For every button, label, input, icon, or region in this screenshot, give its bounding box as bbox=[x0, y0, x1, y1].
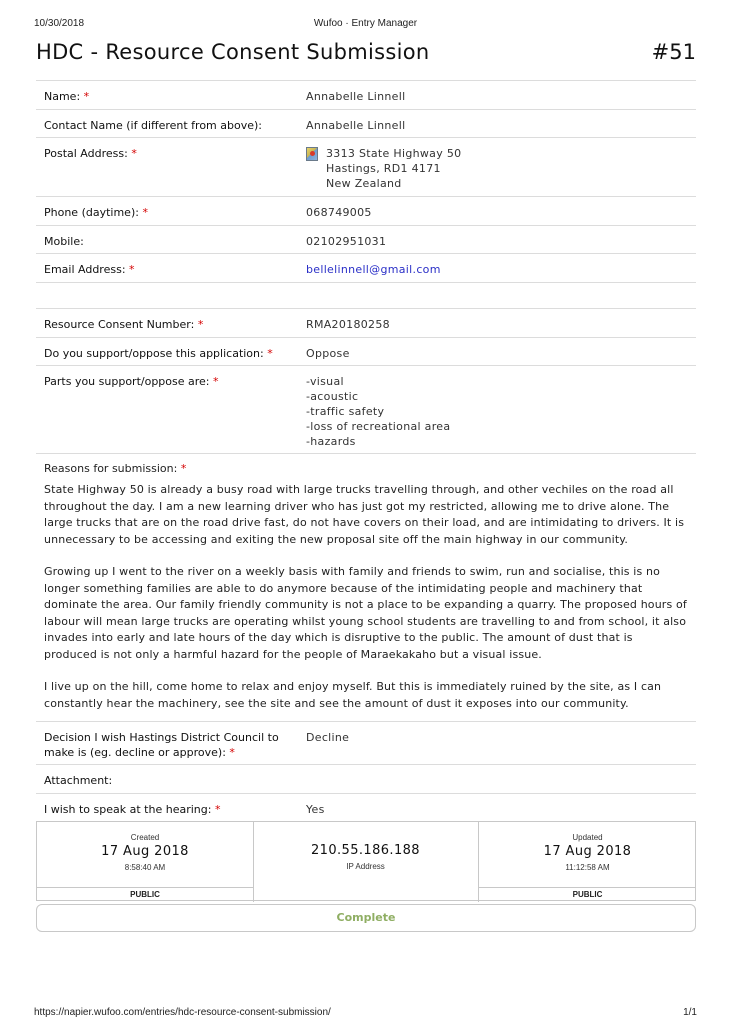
field-label: Name: * bbox=[36, 81, 300, 110]
field-value-consent-number: RMA20180258 bbox=[300, 309, 696, 338]
print-title: Wufoo · Entry Manager bbox=[313, 18, 418, 29]
list-item: -traffic safety bbox=[306, 405, 385, 418]
field-row-email bbox=[36, 254, 696, 283]
field-value-parts bbox=[300, 366, 696, 454]
required-marker: * bbox=[142, 206, 148, 219]
created-time: 8:58:40 AM bbox=[124, 863, 166, 872]
print-url: https://napier.wufoo.com/entries/hdc-resource-consent-submission/ bbox=[34, 1007, 331, 1018]
print-footer bbox=[0, 1007, 731, 1021]
entry-meta bbox=[36, 821, 696, 901]
field-label: Resource Consent Number: * bbox=[36, 309, 300, 338]
required-marker: * bbox=[129, 263, 135, 276]
page-number: 1/1 bbox=[683, 1007, 697, 1018]
field-value-attachment bbox=[300, 765, 696, 794]
page-title: HDC - Resource Consent Submission bbox=[36, 40, 430, 64]
field-row-name bbox=[36, 81, 696, 110]
field-label: Postal Address: * bbox=[36, 138, 300, 197]
list-item: -acoustic bbox=[306, 390, 359, 403]
required-marker: * bbox=[214, 803, 221, 816]
required-marker: * bbox=[229, 746, 235, 759]
field-label: I wish to speak at the hearing: * bbox=[36, 794, 300, 822]
required-marker: * bbox=[213, 375, 219, 388]
required-marker: * bbox=[180, 462, 187, 475]
ip-label: IP Address bbox=[346, 862, 385, 871]
created-info bbox=[37, 822, 254, 902]
field-row-decision bbox=[36, 722, 696, 765]
field-row-contact-name bbox=[36, 110, 696, 138]
field-row-reasons bbox=[36, 454, 696, 722]
email-link[interactable]: bellelinnell@gmail.com bbox=[306, 263, 441, 276]
address-line2: Hastings, RD1 4171 bbox=[326, 162, 441, 175]
field-label: Mobile: bbox=[36, 226, 300, 254]
map-icon[interactable] bbox=[306, 147, 318, 161]
field-value-contact-name: Annabelle Linnell bbox=[300, 110, 696, 138]
field-label: Parts you support/oppose are: * bbox=[36, 366, 300, 454]
field-label: Do you support/oppose this application: * bbox=[36, 338, 300, 366]
created-visibility: PUBLIC bbox=[37, 887, 253, 902]
field-row-parts bbox=[36, 366, 696, 454]
field-row-attachment bbox=[36, 765, 696, 794]
field-value-postal-address bbox=[300, 138, 696, 197]
print-header bbox=[0, 18, 731, 32]
required-marker: * bbox=[197, 318, 204, 331]
reasons-paragraph: I live up on the hill, come home to relax and enjoy myself. But this is immediately ruined by the site, as I can constantly hear the machinery, see the site and see the amount of dust it exposes into our community. bbox=[44, 680, 662, 710]
reasons-paragraph: State Highway 50 is already a busy road with large trucks travelling through, and other vechiles on the road all throughout the day. I am a new learning driver who has just got my restricted, allowing me to drive alone. The large trucks that are on the road drive fast, do not have covers on their load, and are intimidating to drivers. It is unnecessary to be accessing and exiting the new proposal site off the main highway in our community. bbox=[44, 483, 685, 546]
field-row-postal-address bbox=[36, 138, 696, 197]
field-label: Decision I wish Hastings District Council to make is (eg. decline or approve): * bbox=[36, 722, 300, 765]
field-value-speak: Yes bbox=[300, 794, 696, 822]
updated-visibility: PUBLIC bbox=[479, 887, 696, 902]
list-item: -hazards bbox=[306, 435, 356, 448]
status-badge[interactable]: Complete bbox=[36, 904, 696, 932]
form-title-row bbox=[36, 40, 696, 72]
entry-number: #51 bbox=[651, 40, 696, 64]
field-value-support-oppose: Oppose bbox=[300, 338, 696, 366]
updated-time: 11:12:58 AM bbox=[565, 863, 610, 872]
reasons-paragraph: Growing up I went to the river on a weekly basis with family and friends to swim, run and socialise, this is no longer something families are able to do anymore because of the intimidating people and machinery that dominate the area. Our family friendly community is not a place to be expanding a quarry. The proposed hours of labour will mean large trucks are operating whilst young school students are travelling to and from school, it also invades into early and late hours of the day which is disruptive to the public. The amount of dust that is produced is not only a harmful hazard for the people of Maraekakaho but a visual issue. bbox=[44, 565, 687, 661]
field-row-phone bbox=[36, 197, 696, 226]
created-date: 17 Aug 2018 bbox=[101, 844, 189, 859]
list-item: -visual bbox=[306, 375, 344, 388]
fields-table bbox=[36, 80, 696, 822]
field-row-support-oppose bbox=[36, 338, 696, 366]
field-label: Email Address: * bbox=[36, 254, 300, 283]
field-row-consent-number bbox=[36, 309, 696, 338]
ip-address: 210.55.186.188 bbox=[311, 843, 420, 858]
field-row-mobile bbox=[36, 226, 696, 254]
field-value-name: Annabelle Linnell bbox=[300, 81, 696, 110]
updated-date: 17 Aug 2018 bbox=[543, 844, 632, 859]
field-value-phone: 068749005 bbox=[300, 197, 696, 226]
field-value-decision: Decline bbox=[300, 722, 696, 765]
print-date: 10/30/2018 bbox=[34, 18, 85, 29]
field-label: Phone (daytime): * bbox=[36, 197, 300, 226]
entry-fields bbox=[36, 80, 696, 822]
updated-info bbox=[478, 822, 696, 902]
address-line1: 3313 State Highway 50 bbox=[326, 147, 462, 160]
created-label: Created bbox=[130, 833, 160, 842]
field-label: Attachment: bbox=[36, 765, 300, 794]
field-label: Reasons for submission: * bbox=[44, 462, 187, 475]
required-marker: * bbox=[83, 90, 90, 103]
field-row-speak bbox=[36, 794, 696, 822]
reasons-text bbox=[36, 476, 696, 712]
address-line3: New Zealand bbox=[326, 177, 402, 190]
field-value-mobile: 02102951031 bbox=[300, 226, 696, 254]
required-marker: * bbox=[267, 347, 273, 360]
list-item: -loss of recreational area bbox=[306, 420, 451, 433]
field-row-spacer bbox=[36, 283, 696, 309]
field-label: Contact Name (if different from above): bbox=[36, 110, 300, 138]
required-marker: * bbox=[131, 147, 137, 160]
ip-info bbox=[254, 822, 477, 902]
updated-label: Updated bbox=[572, 833, 603, 842]
